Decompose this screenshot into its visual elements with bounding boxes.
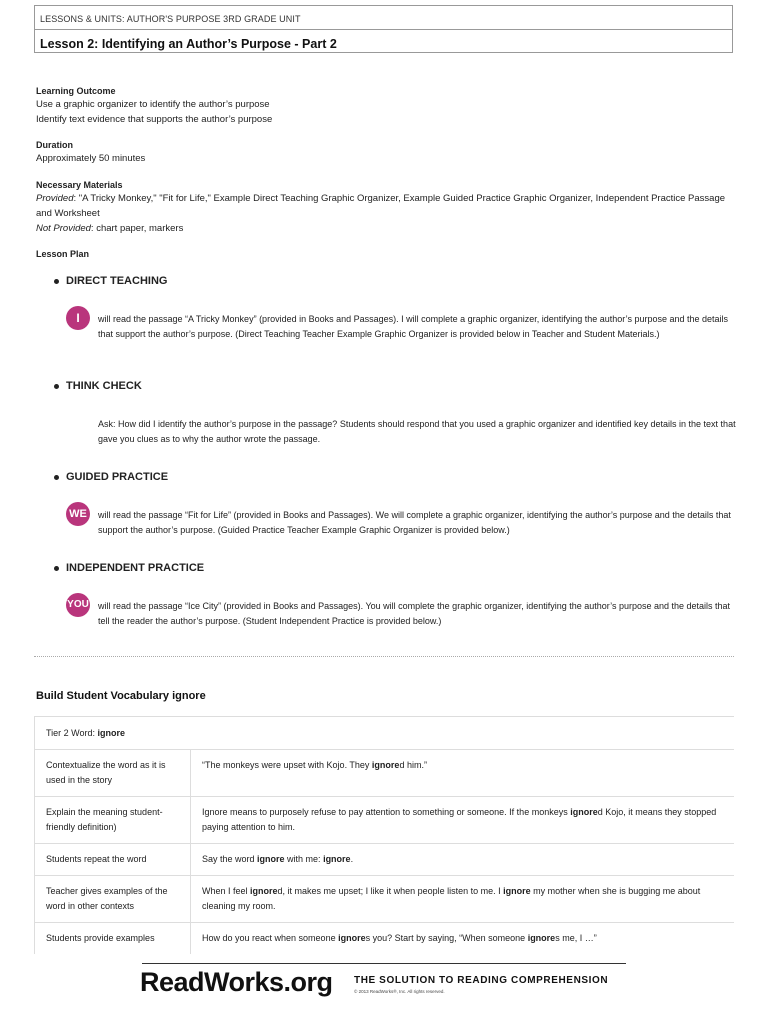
we-badge-icon: WE xyxy=(66,502,90,526)
footer-rule xyxy=(142,963,626,964)
row-text: s you? Start by saying, “When someone xyxy=(365,933,528,943)
section-divider xyxy=(34,656,734,657)
footer-copyright: © 2013 ReadWorks®, Inc. All rights reserved. xyxy=(354,989,445,994)
row-bold-word: ignore xyxy=(257,854,285,864)
row-bold-word: ignore xyxy=(570,807,598,817)
row-text: d Kojo, it means they stopped paying attention to him. xyxy=(202,807,717,832)
row-text: “The monkeys were upset with Kojo. They xyxy=(202,760,372,770)
learning-outcome-label: Learning Outcome xyxy=(36,86,116,96)
not-provided-text: : chart paper, markers xyxy=(90,223,184,234)
row-bold-word: ignore xyxy=(527,933,556,943)
lesson-plan-label: Lesson Plan xyxy=(36,249,90,259)
row-text: my mother when she is bugging me about cleaning my room. xyxy=(202,886,701,911)
row-content xyxy=(191,797,735,844)
section-think-check-text: Ask: How did I identify the author’s purpose in the passage? Students should respond that you used a graphic organizer and identified key details in the text that gave you clues as to why the author wrote the passage. xyxy=(98,419,736,444)
provided-text: : "A Tricky Monkey," "Fit for Life," Example Direct Teaching Graphic Organizer, Example Guided Practice Graphic Organizer, Independent Practice Passage and Worksheet xyxy=(36,193,726,219)
tier-word: ignore xyxy=(97,728,126,738)
table-row xyxy=(35,844,735,876)
section-guided-practice-text: will read the passage “Fit for Life” (provided in Books and Passages). We will complete a graphic organizer, identifying the author’s purpose and the details that support the author’s purpose. (Guided Practice Teacher Example Graphic Organizer is provided below.) xyxy=(98,510,731,535)
row-label: Students provide examples xyxy=(35,923,191,955)
section-direct-teaching-title: DIRECT TEACHING xyxy=(66,275,168,287)
learning-outcome-line-1: Use a graphic organizer to identify the author’s purpose xyxy=(36,99,270,110)
row-text: When I feel xyxy=(202,886,251,896)
section-independent-practice-title: INDEPENDENT PRACTICE xyxy=(66,562,205,574)
row-text: d him.” xyxy=(399,760,427,770)
not-provided-label: Not Provided xyxy=(36,223,91,234)
bullet-dot xyxy=(54,279,59,284)
tier-word-label: Tier 2 Word: xyxy=(46,728,98,738)
lesson-title: Lesson 2: Identifying an Author’s Purpose - Part 2 xyxy=(40,37,337,51)
you-badge-icon: YOU xyxy=(66,593,90,617)
row-text: s me, I …” xyxy=(555,933,597,943)
section-direct-teaching-text: will read the passage “A Tricky Monkey” (provided in Books and Passages). I will complete a graphic organizer, identifying the author’s purpose and the details that support the author’s purpose. (Direct Teaching Teacher Example Graphic Organizer is provided below in Teacher and Student Materials.) xyxy=(98,314,729,339)
row-content xyxy=(191,876,735,923)
row-text: with me: xyxy=(284,854,324,864)
vocabulary-table xyxy=(34,716,734,954)
row-label: Students repeat the word xyxy=(35,844,191,876)
materials-not-provided xyxy=(36,221,183,236)
row-bold-word: ignore xyxy=(338,933,366,943)
table-row xyxy=(35,750,735,797)
bullet-dot xyxy=(54,566,59,571)
row-text: How do you react when someone xyxy=(202,933,339,943)
materials-provided xyxy=(36,191,726,221)
lesson-header xyxy=(34,5,733,53)
row-label: Teacher gives examples of the word in other contexts xyxy=(35,876,191,923)
row-label: Contextualize the word as it is used in the story xyxy=(35,750,191,797)
row-text: Ignore means to purposely refuse to pay attention to something or someone. If the monkeys xyxy=(202,807,571,817)
duration-value: Approximately 50 minutes xyxy=(36,153,146,164)
row-bold-word: ignore xyxy=(371,760,400,770)
bullet-dot xyxy=(54,384,59,389)
row-bold-word: ignore xyxy=(250,886,278,896)
tier-word-cell xyxy=(35,717,735,750)
table-row xyxy=(35,876,735,923)
row-bold-word: ignore xyxy=(503,886,531,896)
table-row xyxy=(35,797,735,844)
row-text: Say the word xyxy=(202,854,258,864)
footer-tagline: THE SOLUTION TO READING COMPREHENSION xyxy=(354,975,609,986)
unit-breadcrumb: LESSONS & UNITS: AUTHOR'S PURPOSE 3RD GRADE UNIT xyxy=(35,6,732,30)
row-content xyxy=(191,844,735,876)
duration-label: Duration xyxy=(36,140,73,150)
row-content xyxy=(191,750,735,797)
section-independent-practice-text: will read the passage “Ice City” (provided in Books and Passages). You will complete the graphic organizer, identifying the author’s purpose and the details that tell the reader the author’s purpose. (Student Independent Practice is provided below.) xyxy=(98,601,731,626)
row-text: . xyxy=(350,854,354,864)
provided-label: Provided xyxy=(36,193,74,204)
table-row xyxy=(35,923,735,955)
bullet-dot xyxy=(54,475,59,480)
row-label: Explain the meaning student-friendly definition) xyxy=(35,797,191,844)
table-row xyxy=(35,717,735,750)
materials-label: Necessary Materials xyxy=(36,180,123,190)
row-content xyxy=(191,923,735,955)
row-text: d, it makes me upset; I like it when people listen to me. I xyxy=(277,886,504,896)
section-think-check-title: THINK CHECK xyxy=(66,380,142,392)
i-badge-icon: I xyxy=(66,306,90,330)
vocabulary-title: Build Student Vocabulary ignore xyxy=(36,690,206,702)
section-guided-practice-title: GUIDED PRACTICE xyxy=(66,471,169,483)
row-bold-word: ignore xyxy=(323,854,351,864)
learning-outcome-line-2: Identify text evidence that supports the author’s purpose xyxy=(36,114,273,125)
readworks-logo: ReadWorks.org xyxy=(140,967,333,997)
